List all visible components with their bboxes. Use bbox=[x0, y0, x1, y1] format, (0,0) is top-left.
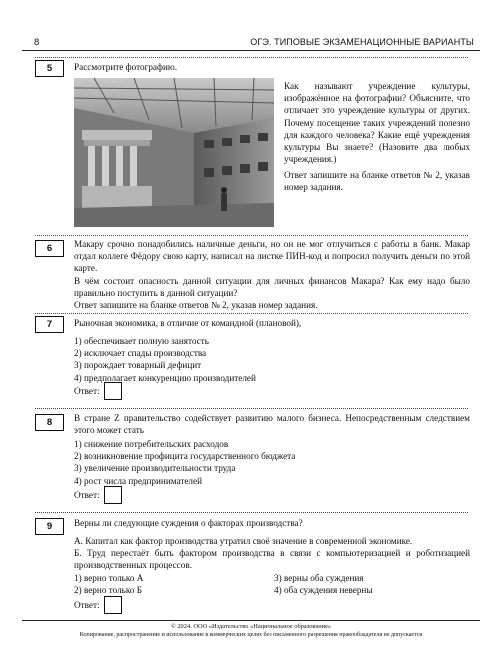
statement-b: Б. Труд перестаёт быть фактором производства в связи с компьютеризацией и роботизацией производственных процессов. bbox=[74, 548, 470, 571]
divider bbox=[35, 313, 468, 314]
task-6-question: В чём состоит опасность данной ситуации для личных финансов Макара? Как ему надо было правильно поступить в данной ситуации? bbox=[74, 275, 470, 298]
task-6-instruction: Ответ запишите на бланке ответов № 2, указав номер задания. bbox=[74, 300, 318, 311]
task-number-9: 9 bbox=[35, 518, 64, 535]
answer-box[interactable] bbox=[104, 596, 122, 614]
task-number-8: 8 bbox=[35, 414, 64, 431]
task-9-answer bbox=[74, 596, 122, 614]
divider bbox=[35, 57, 468, 58]
task-7-option: 4) предполагает конкуренцию производителей bbox=[74, 372, 256, 383]
task-number-5: 5 bbox=[35, 60, 64, 77]
task-8-prompt: В стране Z правительство содействует развитию малого бизнеса. Непосредственным следствием этого может стать bbox=[74, 413, 470, 436]
task-9-prompt: Верны ли следующие суждения о факторах производства? bbox=[74, 518, 303, 528]
statement-a: А. Капитал как фактор производства утратил своё значение в современной экономике. bbox=[74, 536, 413, 546]
task-9-statements bbox=[74, 535, 470, 572]
header-title: ОГЭ. ТИПОВЫЕ ЭКЗАМЕНАЦИОННЫЕ ВАРИАНТЫ bbox=[250, 37, 474, 47]
task-9-option: 4) оба суждения неверны bbox=[274, 585, 373, 595]
task-number-7: 7 bbox=[35, 316, 64, 333]
task-9-option: 1) верно только А bbox=[74, 573, 144, 583]
task-7-answer bbox=[74, 382, 122, 400]
answer-box[interactable] bbox=[104, 382, 122, 400]
task-8-option: 4) рост числа предпринимателей bbox=[74, 475, 202, 486]
task-number-6: 6 bbox=[35, 240, 64, 257]
task-7-option: 3) порождает товарный дефицит bbox=[74, 360, 202, 371]
task-8-options bbox=[74, 438, 470, 487]
answer-box[interactable] bbox=[104, 486, 122, 504]
divider bbox=[35, 235, 468, 236]
answer-label: Ответ: bbox=[74, 599, 100, 610]
task-5-question: Как называют учреждение культуры, изображённое на фотографии? Объясните, что отличает это учреждение культуры от других. Почему посещение таких учреждений полезно для каждого человека? Какие ещё учреждения культуры Вы знаете? (Назовите два любых учреждения.) bbox=[284, 81, 470, 165]
task-6-text: Макару срочно понадобились наличные деньги, но он не мог отлучиться с работы в банк. Макар отдал коллеге Фёдору свою карту, написал на листке ПИН-код и попросил получить деньги по этой карте. bbox=[74, 239, 470, 274]
answer-label: Ответ: bbox=[74, 489, 100, 500]
task-5-instruction: Ответ запишите на бланке ответов № 2, указав номер задания. bbox=[284, 169, 470, 192]
task-8-option: 3) увеличение производительности труда bbox=[74, 463, 236, 474]
copy-notice: Копирование, распространение и использование в коммерческих целях без письменного разрешения правообладателя не допускается bbox=[79, 631, 423, 638]
task-6-body bbox=[74, 238, 470, 311]
copyright: © 2024. ООО «Издательство «Национальное образование» bbox=[170, 623, 332, 630]
page-number: 8 bbox=[34, 37, 40, 48]
task-8-answer bbox=[74, 486, 122, 504]
divider bbox=[35, 408, 468, 409]
task-7-option: 1) обеспечивает полную занятость bbox=[74, 336, 209, 346]
task-7-prompt: Рыночная экономика, в отличие от командной (плановой), bbox=[74, 318, 302, 328]
task-7-options bbox=[74, 335, 470, 384]
task-5-prompt: Рассмотрите фотографию. bbox=[74, 62, 178, 72]
task-8-option: 1) снижение потребительских расходов bbox=[74, 439, 229, 449]
task-9-option: 3) верны оба суждения bbox=[274, 573, 364, 583]
page-footer bbox=[22, 620, 480, 639]
museum-photo bbox=[74, 78, 274, 227]
task-9-option: 2) верно только Б bbox=[74, 585, 143, 595]
answer-label: Ответ: bbox=[74, 385, 100, 396]
page-header bbox=[22, 38, 480, 51]
task-8-option: 2) возникновение профицита государственного бюджета bbox=[74, 451, 296, 462]
task-5-side bbox=[284, 80, 470, 193]
divider bbox=[35, 512, 468, 513]
task-7-option: 2) исключает спады производства bbox=[74, 348, 207, 359]
